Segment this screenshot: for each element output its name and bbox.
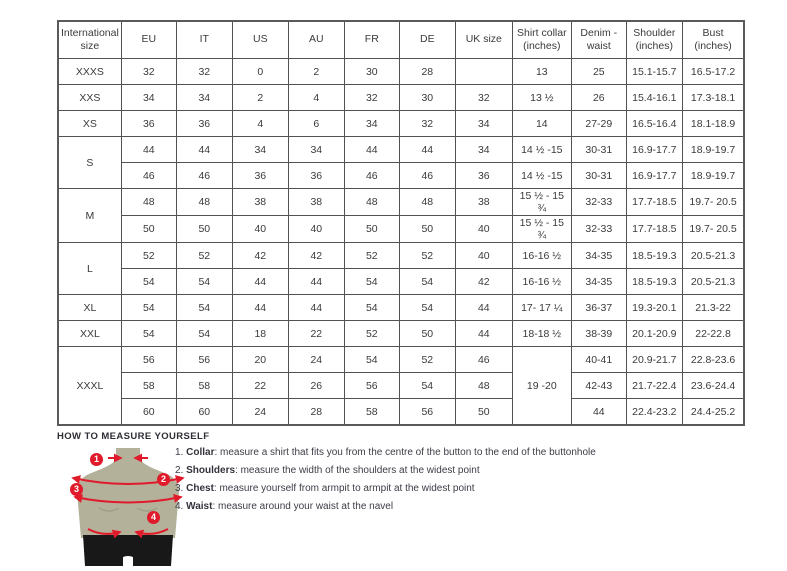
badge-1: 1 (90, 453, 103, 466)
table-cell: 18.9-19.7 (682, 163, 744, 189)
table-cell: 34 (232, 137, 288, 163)
table-cell: 38 (455, 189, 512, 216)
table-cell: 0 (232, 59, 288, 85)
table-cell: 28 (399, 59, 455, 85)
instruction-label: Collar (186, 447, 215, 458)
table-cell: 44 (121, 137, 176, 163)
table-cell: 30-31 (571, 137, 626, 163)
table-cell: 2 (288, 59, 344, 85)
table-cell: 17- 17 ¼ (512, 295, 571, 321)
table-cell: 50 (344, 216, 399, 243)
table-cell: 42 (288, 243, 344, 269)
table-cell: 14 ½ -15 (512, 137, 571, 163)
table-cell: 21.3-22 (682, 295, 744, 321)
table-cell: 38 (288, 189, 344, 216)
table-cell: 36 (121, 111, 176, 137)
table-row (58, 269, 744, 295)
table-cell: 32 (176, 59, 232, 85)
table-cell: 18.9-19.7 (682, 137, 744, 163)
badge-2: 2 (157, 473, 170, 486)
size-table-body (58, 59, 744, 426)
table-cell: 44 (232, 269, 288, 295)
table-cell: 54 (399, 269, 455, 295)
column-header-9: Denim - waist (571, 21, 626, 59)
instruction-item (175, 480, 596, 498)
table-row (58, 373, 744, 399)
table-cell: 54 (176, 321, 232, 347)
table-cell: 34 (121, 85, 176, 111)
table-cell: 58 (344, 399, 399, 426)
column-header-10: Shoulder (inches) (626, 21, 682, 59)
instruction-number: 4. (175, 501, 187, 512)
table-cell: 15 ½ - 15 ¾ (512, 216, 571, 243)
table-cell: 56 (344, 373, 399, 399)
size-cell: M (58, 189, 121, 243)
size-cell: XXXL (58, 347, 121, 426)
table-cell: 54 (399, 295, 455, 321)
table-cell: 20.1-20.9 (626, 321, 682, 347)
table-cell: 48 (344, 189, 399, 216)
table-cell: 60 (121, 399, 176, 426)
header-row (58, 21, 744, 59)
table-row (58, 347, 744, 373)
table-cell: 22.8-23.6 (682, 347, 744, 373)
column-header-7: UK size (455, 21, 512, 59)
table-cell: 34-35 (571, 269, 626, 295)
table-cell: 20 (232, 347, 288, 373)
table-cell: 56 (121, 347, 176, 373)
table-cell: 20.5-21.3 (682, 269, 744, 295)
table-cell: 19.7- 20.5 (682, 189, 744, 216)
size-cell: XS (58, 111, 121, 137)
table-cell: 24 (288, 347, 344, 373)
table-cell: 42 (232, 243, 288, 269)
table-cell: 28 (288, 399, 344, 426)
size-cell: L (58, 243, 121, 295)
table-cell: 26 (288, 373, 344, 399)
table-cell: 52 (399, 243, 455, 269)
table-cell: 22 (288, 321, 344, 347)
badge-4: 4 (147, 511, 160, 524)
table-cell: 46 (121, 163, 176, 189)
table-row (58, 85, 744, 111)
table-cell: 34 (455, 137, 512, 163)
table-cell: 46 (176, 163, 232, 189)
table-cell: 32 (455, 85, 512, 111)
table-cell: 26 (571, 85, 626, 111)
table-cell: 23.6-24.4 (682, 373, 744, 399)
table-cell: 30 (344, 59, 399, 85)
size-cell: XXS (58, 85, 121, 111)
column-header-3: US (232, 21, 288, 59)
column-header-6: DE (399, 21, 455, 59)
table-cell: 52 (399, 347, 455, 373)
table-cell: 44 (455, 295, 512, 321)
table-cell: 52 (176, 243, 232, 269)
size-cell: XL (58, 295, 121, 321)
column-header-11: Bust (inches) (682, 21, 744, 59)
table-cell: 14 (512, 111, 571, 137)
table-cell: 34 (344, 111, 399, 137)
table-cell: 46 (455, 347, 512, 373)
table-cell: 34 (176, 85, 232, 111)
column-header-1: EU (121, 21, 176, 59)
table-cell: 44 (288, 295, 344, 321)
instruction-label: Chest (186, 483, 214, 494)
size-cell: XXXS (58, 59, 121, 85)
shorts (83, 535, 173, 566)
table-cell: 16.9-17.7 (626, 163, 682, 189)
table-cell: 56 (176, 347, 232, 373)
instruction-item (175, 462, 596, 480)
table-cell: 19.7- 20.5 (682, 216, 744, 243)
table-cell: 32-33 (571, 189, 626, 216)
table-cell: 15 ½ - 15 ¾ (512, 189, 571, 216)
table-cell: 30-31 (571, 163, 626, 189)
table-cell: 18.5-19.3 (626, 269, 682, 295)
table-cell: 54 (121, 321, 176, 347)
table-cell: 48 (121, 189, 176, 216)
table-cell: 50 (176, 216, 232, 243)
badge-3: 3 (70, 483, 83, 496)
table-cell: 48 (399, 189, 455, 216)
table-cell: 21.7-22.4 (626, 373, 682, 399)
table-cell: 18.1-18.9 (682, 111, 744, 137)
table-cell: 54 (344, 295, 399, 321)
table-row (58, 399, 744, 426)
size-chart-table (57, 20, 745, 426)
table-row (58, 216, 744, 243)
table-cell: 36 (288, 163, 344, 189)
table-cell: 40 (455, 243, 512, 269)
table-cell: 16.9-17.7 (626, 137, 682, 163)
table-cell: 16-16 ½ (512, 243, 571, 269)
table-cell: 18.5-19.3 (626, 243, 682, 269)
table-cell: 58 (176, 373, 232, 399)
instruction-item (175, 498, 596, 516)
instruction-text: : measure a shirt that fits you from the centre of the button to the end of the buttonhole (214, 447, 596, 458)
column-header-5: FR (344, 21, 399, 59)
table-row (58, 189, 744, 216)
mannequin-figure (66, 446, 190, 566)
table-cell: 58 (121, 373, 176, 399)
table-cell: 46 (399, 163, 455, 189)
instruction-text: : measure around your waist at the navel (212, 501, 394, 512)
size-cell: S (58, 137, 121, 189)
table-cell: 44 (344, 137, 399, 163)
table-cell: 48 (455, 373, 512, 399)
table-cell: 19.3-20.1 (626, 295, 682, 321)
table-cell: 54 (121, 269, 176, 295)
table-cell: 24.4-25.2 (682, 399, 744, 426)
table-cell: 54 (121, 295, 176, 321)
instruction-label: Shoulders (186, 465, 236, 476)
table-cell: 44 (176, 137, 232, 163)
instruction-item (175, 444, 596, 462)
table-cell: 54 (344, 347, 399, 373)
table-cell: 44 (571, 399, 626, 426)
table-cell: 46 (344, 163, 399, 189)
table-cell: 34 (288, 137, 344, 163)
table-cell: 40 (288, 216, 344, 243)
mannequin-illustration (66, 446, 190, 566)
table-cell: 48 (176, 189, 232, 216)
table-cell: 54 (176, 295, 232, 321)
table-cell: 17.7-18.5 (626, 216, 682, 243)
table-cell: 19 -20 (512, 347, 571, 426)
column-header-8: Shirt collar (inches) (512, 21, 571, 59)
table-cell: 52 (344, 243, 399, 269)
table-cell: 36 (176, 111, 232, 137)
instruction-number: 1. (175, 447, 187, 458)
table-cell: 4 (232, 111, 288, 137)
table-cell: 42-43 (571, 373, 626, 399)
table-row (58, 59, 744, 85)
table-cell: 20.5-21.3 (682, 243, 744, 269)
table-cell: 40 (455, 216, 512, 243)
table-cell: 20.9-21.7 (626, 347, 682, 373)
table-cell: 38-39 (571, 321, 626, 347)
column-header-0: International size (58, 21, 121, 59)
table-cell: 30 (399, 85, 455, 111)
table-row (58, 295, 744, 321)
table-cell: 52 (344, 321, 399, 347)
table-cell: 14 ½ -15 (512, 163, 571, 189)
table-cell: 4 (288, 85, 344, 111)
table-cell: 38 (232, 189, 288, 216)
table-cell: 36 (455, 163, 512, 189)
table-cell: 16.5-16.4 (626, 111, 682, 137)
table-cell: 16.5-17.2 (682, 59, 744, 85)
table-cell: 25 (571, 59, 626, 85)
column-header-4: AU (288, 21, 344, 59)
table-cell: 44 (232, 295, 288, 321)
table-row (58, 243, 744, 269)
table-cell: 40 (232, 216, 288, 243)
table-cell: 54 (176, 269, 232, 295)
table-cell: 44 (399, 137, 455, 163)
table-cell: 40-41 (571, 347, 626, 373)
table-cell: 60 (176, 399, 232, 426)
table-cell: 18-18 ½ (512, 321, 571, 347)
table-cell: 13 (512, 59, 571, 85)
measure-heading: HOW TO MEASURE YOURSELF (57, 431, 210, 442)
measure-instructions (175, 444, 596, 516)
table-cell: 50 (455, 399, 512, 426)
instruction-number: 2. (175, 465, 187, 476)
table-cell: 16-16 ½ (512, 269, 571, 295)
table-cell: 34-35 (571, 243, 626, 269)
table-row (58, 163, 744, 189)
size-cell: XXL (58, 321, 121, 347)
table-cell: 2 (232, 85, 288, 111)
table-cell: 6 (288, 111, 344, 137)
table-cell: 18 (232, 321, 288, 347)
table-cell: 15.1-15.7 (626, 59, 682, 85)
table-cell: 27-29 (571, 111, 626, 137)
table-row (58, 111, 744, 137)
instruction-text: : measure the width of the shoulders at the widest point (235, 465, 480, 476)
table-cell: 50 (121, 216, 176, 243)
table-cell: 52 (121, 243, 176, 269)
instruction-text: : measure yourself from armpit to armpit at the widest point (213, 483, 475, 494)
table-cell: 22-22.8 (682, 321, 744, 347)
table-cell: 54 (399, 373, 455, 399)
table-cell: 56 (399, 399, 455, 426)
table-cell: 42 (455, 269, 512, 295)
table-cell: 50 (399, 216, 455, 243)
column-header-2: IT (176, 21, 232, 59)
instruction-number: 3. (175, 483, 187, 494)
table-cell: 24 (232, 399, 288, 426)
table-cell: 34 (455, 111, 512, 137)
table-cell: 32 (121, 59, 176, 85)
table-cell: 13 ½ (512, 85, 571, 111)
table-cell: 54 (344, 269, 399, 295)
table-row (58, 137, 744, 163)
table-row (58, 321, 744, 347)
table-cell: 44 (455, 321, 512, 347)
table-cell: 32 (344, 85, 399, 111)
table-cell: 36 (232, 163, 288, 189)
table-cell: 17.7-18.5 (626, 189, 682, 216)
instruction-label: Waist (186, 501, 213, 512)
table-cell: 22.4-23.2 (626, 399, 682, 426)
table-cell: 32 (399, 111, 455, 137)
table-cell: 15.4-16.1 (626, 85, 682, 111)
table-cell: 44 (288, 269, 344, 295)
table-cell (455, 59, 512, 85)
size-chart (57, 20, 745, 426)
table-cell: 17.3-18.1 (682, 85, 744, 111)
table-cell: 50 (399, 321, 455, 347)
table-cell: 32-33 (571, 216, 626, 243)
table-cell: 36-37 (571, 295, 626, 321)
table-cell: 22 (232, 373, 288, 399)
